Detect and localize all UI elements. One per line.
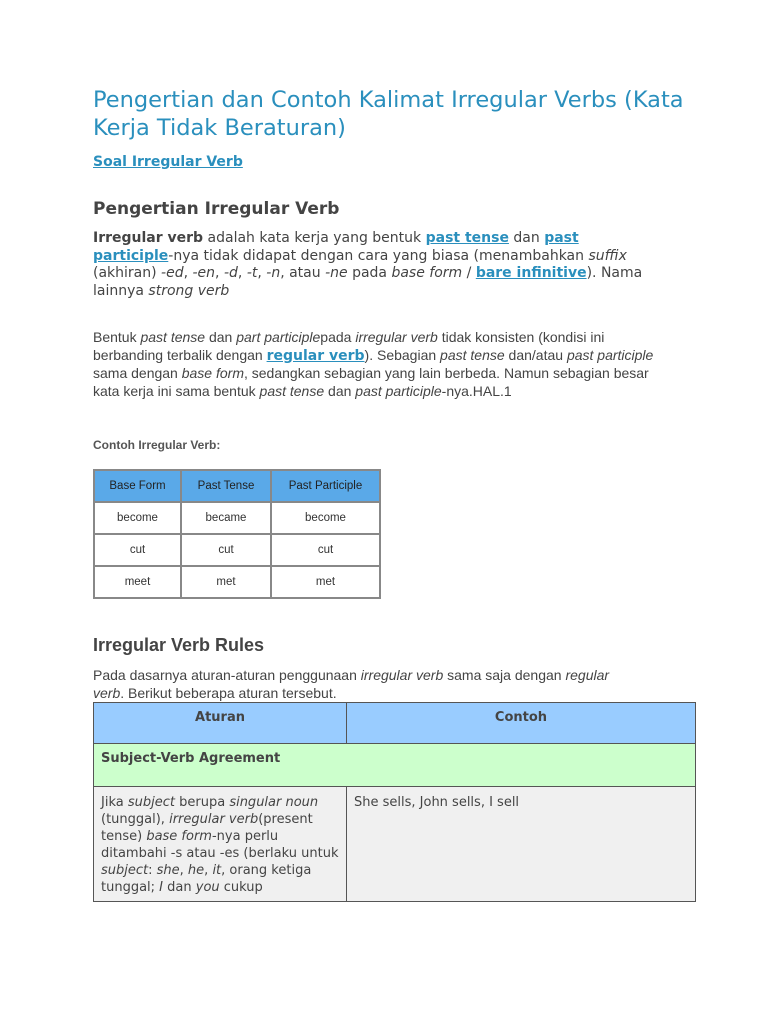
table-cell: become bbox=[94, 502, 181, 534]
text: ). Sebagian bbox=[364, 346, 441, 363]
text: -nya tidak didapat dengan cara yang biasa (menambahkan bbox=[168, 247, 589, 264]
text: , bbox=[257, 265, 267, 281]
text: : bbox=[148, 863, 157, 878]
text-italic: base form bbox=[181, 365, 244, 381]
text-italic: you bbox=[195, 880, 220, 895]
text: (present tense) bbox=[101, 812, 313, 844]
table-cell: meet bbox=[94, 566, 181, 598]
table-cell: met bbox=[271, 566, 380, 598]
text: , sedangkan sebagian yang lain berbeda. Namun sebagian besar kata kerja ini sama bentuk bbox=[93, 365, 649, 399]
column-header-aturan: Aturan bbox=[94, 703, 347, 744]
text: tidak konsisten (kondisi ini berbanding terbalik dengan bbox=[93, 329, 605, 363]
text-italic: -d bbox=[223, 265, 238, 281]
text: , bbox=[237, 265, 247, 281]
rules-table bbox=[93, 702, 696, 902]
text: dan bbox=[205, 329, 237, 345]
text-italic: -ed bbox=[161, 265, 184, 281]
contoh-heading: Contoh Irregular Verb: bbox=[93, 438, 221, 452]
text-italic: past tense bbox=[259, 382, 325, 399]
table-header-row bbox=[94, 703, 696, 744]
text: sama saja dengan bbox=[443, 667, 566, 683]
table-row bbox=[94, 502, 380, 534]
table-header-row bbox=[94, 470, 380, 502]
table-group-row bbox=[94, 744, 696, 787]
text: dan/atau bbox=[504, 346, 567, 363]
table-row bbox=[94, 566, 380, 598]
table-cell: cut bbox=[94, 534, 181, 566]
past-tense-link[interactable]: past tense bbox=[425, 230, 509, 246]
group-label: Subject-Verb Agreement bbox=[94, 744, 696, 787]
column-header: Past Tense bbox=[181, 470, 271, 502]
column-header: Base Form bbox=[94, 470, 181, 502]
text-italic: base form bbox=[146, 829, 212, 844]
text: Pada dasarnya aturan-aturan penggunaan bbox=[93, 667, 361, 683]
bare-infinitive-link[interactable]: bare infinitive bbox=[475, 265, 587, 281]
text-italic: irregular verb bbox=[360, 667, 444, 683]
table-row bbox=[94, 787, 696, 902]
definition-paragraph bbox=[93, 230, 653, 300]
text-italic: base form bbox=[391, 265, 463, 281]
text: -nya.HAL.1 bbox=[441, 382, 512, 399]
text-italic: part participle bbox=[236, 329, 321, 345]
text-italic: past tense bbox=[440, 346, 505, 363]
regular-verb-link[interactable]: regular verb bbox=[266, 347, 365, 364]
text-italic: past tense bbox=[140, 329, 206, 345]
text: Bentuk bbox=[93, 329, 141, 345]
text-italic: past participle bbox=[355, 382, 442, 399]
text: dan bbox=[324, 382, 356, 399]
table-cell: became bbox=[181, 502, 271, 534]
text: dan bbox=[508, 230, 545, 246]
text-italic: past participle bbox=[566, 346, 654, 363]
text: berupa bbox=[174, 795, 230, 810]
text: ). Nama lainnya bbox=[93, 265, 643, 299]
text: , bbox=[204, 863, 213, 878]
section-heading-pengertian: Pengertian Irregular Verb bbox=[93, 199, 340, 219]
verb-example-table bbox=[93, 469, 381, 599]
page-title: Pengertian dan Contoh Kalimat Irregular Verbs (Kata Kerja Tidak Beraturan) bbox=[93, 87, 684, 141]
text-italic: regular verb bbox=[93, 667, 610, 701]
table-cell: met bbox=[181, 566, 271, 598]
table-cell: cut bbox=[181, 534, 271, 566]
text: (tunggal), bbox=[101, 812, 170, 827]
section-heading-rules: Irregular Verb Rules bbox=[93, 635, 265, 655]
consistency-paragraph bbox=[93, 329, 663, 400]
text-italic: -n bbox=[266, 265, 281, 281]
column-header: Past Participle bbox=[271, 470, 380, 502]
text-italic: strong verb bbox=[148, 282, 230, 299]
text-italic: it bbox=[212, 863, 222, 878]
text-italic: I bbox=[159, 880, 164, 895]
rule-cell bbox=[94, 787, 347, 902]
rules-intro-paragraph bbox=[93, 667, 613, 702]
text-italic: -en bbox=[192, 265, 216, 281]
text-italic: singular noun bbox=[229, 795, 319, 810]
text: pada bbox=[320, 329, 356, 345]
text-italic: suffix bbox=[588, 247, 627, 264]
text: , bbox=[183, 265, 193, 281]
term-irregular-verb: Irregular verb bbox=[93, 230, 204, 246]
past-participle-link[interactable]: past participle bbox=[93, 230, 579, 264]
text: , atau bbox=[280, 265, 326, 281]
text: (akhiran) bbox=[93, 265, 162, 281]
soal-irregular-verb-link[interactable]: Soal Irregular Verb bbox=[93, 154, 243, 170]
text: -nya perlu ditambahi -s atau -es (berlaku untuk bbox=[101, 829, 339, 861]
text-italic: -ne bbox=[325, 265, 348, 281]
text-italic: subject bbox=[101, 863, 149, 878]
table-cell: cut bbox=[271, 534, 380, 566]
text: adalah kata kerja yang bentuk bbox=[203, 230, 426, 246]
table-cell: become bbox=[271, 502, 380, 534]
text-italic: subject bbox=[127, 795, 175, 810]
example-cell: She sells, John sells, I sell bbox=[347, 787, 696, 902]
text: , bbox=[215, 265, 224, 281]
text-italic: -t bbox=[246, 265, 258, 281]
text: . Berikut beberapa aturan tersebut. bbox=[120, 684, 337, 701]
column-header-contoh: Contoh bbox=[347, 703, 696, 744]
text: , orang ketiga tunggal; bbox=[101, 863, 312, 895]
text: dan bbox=[163, 880, 196, 895]
text-italic: irregular verb bbox=[169, 812, 259, 827]
table-row bbox=[94, 534, 380, 566]
text-italic: he bbox=[187, 863, 205, 878]
text-italic: irregular verb bbox=[355, 329, 438, 345]
text: sama dengan bbox=[93, 365, 182, 381]
text-italic: she bbox=[156, 863, 180, 878]
soal-link-wrapper bbox=[93, 154, 243, 170]
text: , bbox=[179, 863, 188, 878]
text: / bbox=[462, 265, 476, 281]
text: pada bbox=[347, 265, 392, 281]
text: cukup bbox=[219, 880, 263, 895]
text: Jika bbox=[101, 795, 128, 810]
